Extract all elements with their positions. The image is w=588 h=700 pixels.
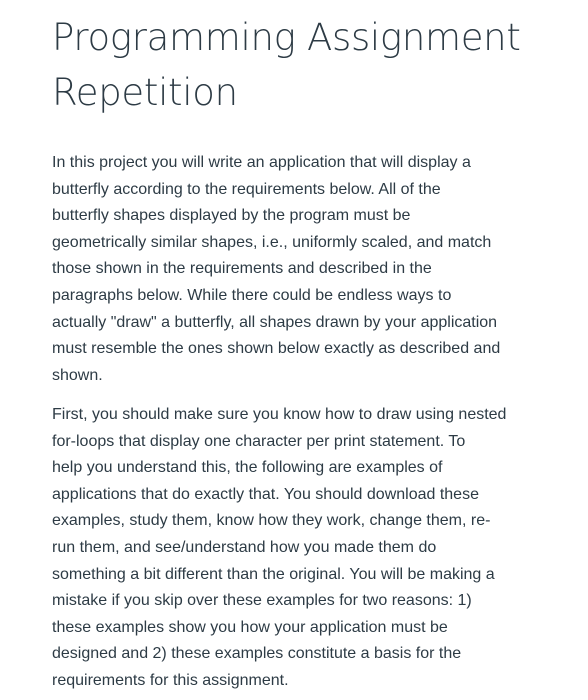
text-line: butterfly shapes displayed by the program must be [52,207,411,225]
text-line: mistake if you skip over these examples for two reasons: 1) [52,592,472,610]
text-line: geometrically similar shapes, i.e., uniformly scaled, and match [52,233,492,251]
examples-paragraph [52,402,552,695]
text-line: shown. [52,366,103,384]
text-line: for-loops that display one character per print statement. To [52,432,466,450]
intro-paragraph [52,150,552,389]
text-line: run them, and see/understand how you made them do [52,538,437,556]
text-line: paragraphs below. While there could be endless ways to [52,286,452,304]
text-line: those shown in the requirements and described in the [52,260,432,278]
text-line: butterfly according to the requirements below. All of the [52,180,441,198]
page-title [52,10,572,120]
text-line: must resemble the ones shown below exactly as described and [52,340,501,358]
text-line: First, you should make sure you know how to draw using nested [52,406,507,423]
text-line: In this project you will write an application that will display a [52,154,471,171]
text-line: help you understand this, the following are examples of [52,459,443,477]
text-line: these examples show you how your application must be [52,618,448,636]
text-line: requirements for this assignment. [52,671,289,689]
title-line: Repetition [52,71,238,114]
text-line: applications that do exactly that. You should download these [52,485,479,503]
text-line: something a bit different than the original. You will be making a [52,565,495,583]
text-line: examples, study them, know how they work, change them, re- [52,512,491,530]
title-line: Programming Assignment [52,16,521,59]
text-line: actually "draw" a butterfly, all shapes drawn by your application [52,313,498,331]
text-line: designed and 2) these examples constitute a basis for the [52,645,462,663]
